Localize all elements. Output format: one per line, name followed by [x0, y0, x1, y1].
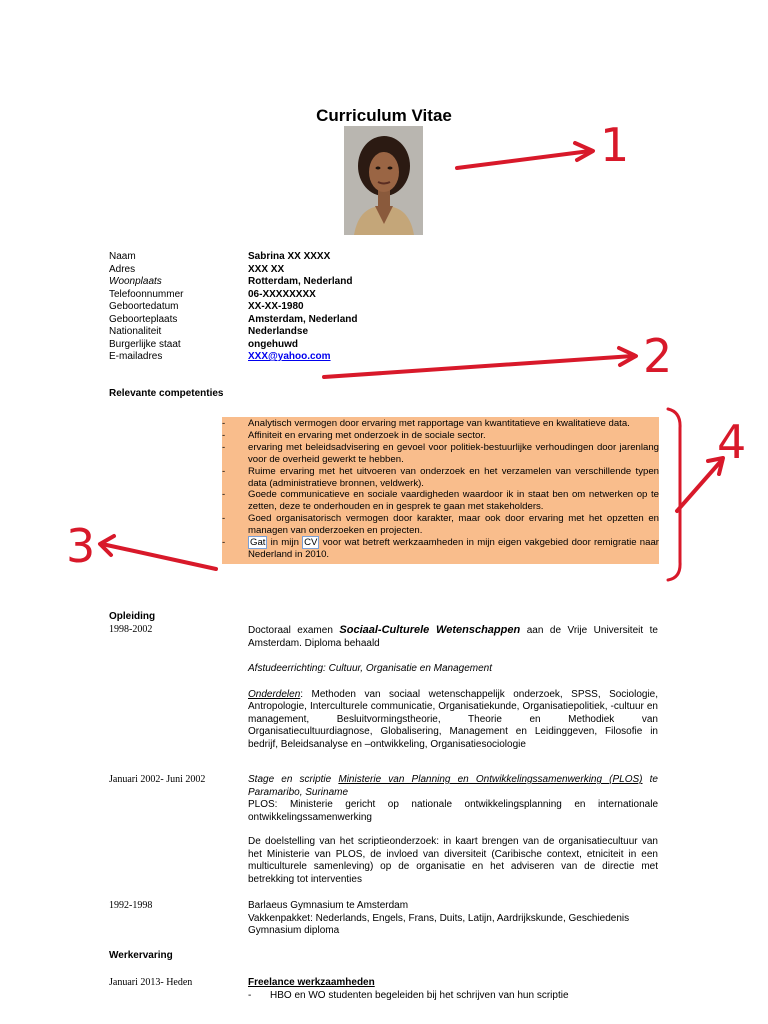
work-entry: Freelance werkzaamheden - HBO en WO studenten begeleiden bij het schrijven van hun scriptie: [248, 977, 569, 1001]
personal-row-email: E-mailadres XXX@yahoo.com: [109, 351, 331, 362]
education-heading: Opleiding: [109, 611, 156, 622]
education-period-2: Januari 2002- Juni 2002: [109, 774, 206, 785]
arrow-2: [324, 356, 633, 377]
work-period: Januari 2013- Heden: [109, 977, 193, 988]
personal-row-woonplaats: Woonplaats Rotterdam, Nederland: [109, 276, 353, 287]
personal-row-geboortedatum: Geboortedatum XX-XX-1980: [109, 301, 304, 312]
personal-row-naam: Naam Sabrina XX XXXX: [109, 251, 331, 262]
competency-item: - Ruime ervaring met het uitvoeren van onderzoek en het verzamelen van verschillende typen data (administratieve bronnen, veldwerk).: [222, 465, 659, 489]
arrow-1: [457, 151, 590, 168]
education-period-3: 1992-1998: [109, 900, 153, 911]
personal-row-geboorteplaats: Geboorteplaats Amsterdam, Nederland: [109, 313, 358, 325]
competency-item: - Goed organisatorisch vermogen door karakter, maar ook door ervaring met het opzetten en managen van onderzoeken en projecten.: [222, 513, 659, 537]
education-entry-1: Doctoraal examen Sociaal-Culturele Wetenschappen aan de Vrije Universiteit te Amsterdam. Diploma behaald Afstudeerrichting: Cultuur, Organisatie en Management Onderdelen: Methoden van sociaal wetenschappelijk onderzoek, SPSS, Sociologie, Antropologie, Interculturele communicatie, Organisatiekunde, Organisatiepolitiek, -cultuur en management, Besluitvormingstheorie, Theorie en Methodiek van Organisatiecultuurdiagnose, Globalisering, Management en Leidinggeven, Filosofie in bedrijf, Beleidsanalyse en –ontwikkeling, Organisatiesociologie: [248, 624, 658, 750]
competency-item-gap: - Gat in mijn CV voor wat betreft werkzaamheden in mijn eigen vakgebied door remigratie naar Nederland in 2010.: [222, 537, 659, 560]
education-entry-3: Barlaeus Gymnasium te Amsterdam Vakkenpakket: Nederlands, Engels, Frans, Duits, Latijn, Aardrijkskunde, Geschiedenis Gymnasium diploma: [248, 900, 630, 936]
education-period-1: 1998-2002: [109, 624, 153, 635]
arrow-3: [102, 544, 216, 569]
arrow-4: [677, 461, 721, 511]
competency-item: - ervaring met beleidsadvisering en gevoel voor politiek-bestuurlijke verhoudingen door jarenlang voor de overheid gewerkt te hebben.: [222, 441, 659, 465]
annotation-number: 4: [717, 415, 747, 469]
bracket: [668, 409, 680, 580]
personal-row-telefoon: Telefoonnummer 06-XXXXXXXX: [109, 288, 316, 300]
annotation-number: 3: [66, 519, 96, 573]
education-entry-2: Stage en scriptie Ministerie van Planning en Ontwikkelingssamenwerking (PLOS) te Paramaribo, Suriname PLOS: Ministerie gericht op nationale ontwikkelingsplanning en internationale ontwikkelingssamenwerking De doelstelling van het scriptieonderzoek: in kaart brengen van de organisatiecultuur van het Ministerie van PLOS, de invloed van diversiteit (Caribische context, etniciteit in een multiculturele samenleving) op de organisatie en het adviseren van de directie met betrekking tot interventies: [248, 774, 658, 885]
highlight-gat: Gat: [250, 537, 266, 549]
annotation-number: 1: [600, 118, 630, 172]
work-heading: Werkervaring: [109, 950, 173, 961]
personal-row-adres: Adres XXX XX: [109, 263, 285, 275]
competency-item: - Analytisch vermogen door ervaring met rapportage van kwantitatieve en kwalitatieve data.: [222, 418, 630, 429]
personal-row-nationaliteit: Nationaliteit Nederlandse: [109, 326, 309, 337]
competency-item: - Goede communicatieve en sociale vaardigheden waardoor ik in staat ben om netwerken op te zetten, deze te onderhouden en in gesprek te gaan met stakeholders.: [222, 489, 659, 513]
page-title: Curriculum Vitae: [316, 106, 452, 125]
competency-item: - Affiniteit en ervaring met onderzoek in de sociale sector.: [222, 429, 486, 441]
highlight-cv: CV: [304, 537, 318, 549]
competencies-heading: Relevante competenties: [109, 388, 224, 399]
email-link[interactable]: XXX@yahoo.com: [248, 351, 331, 362]
personal-row-burgerlijke-staat: Burgerlijke staat ongehuwd: [109, 338, 298, 350]
annotation-number: 2: [643, 329, 673, 383]
